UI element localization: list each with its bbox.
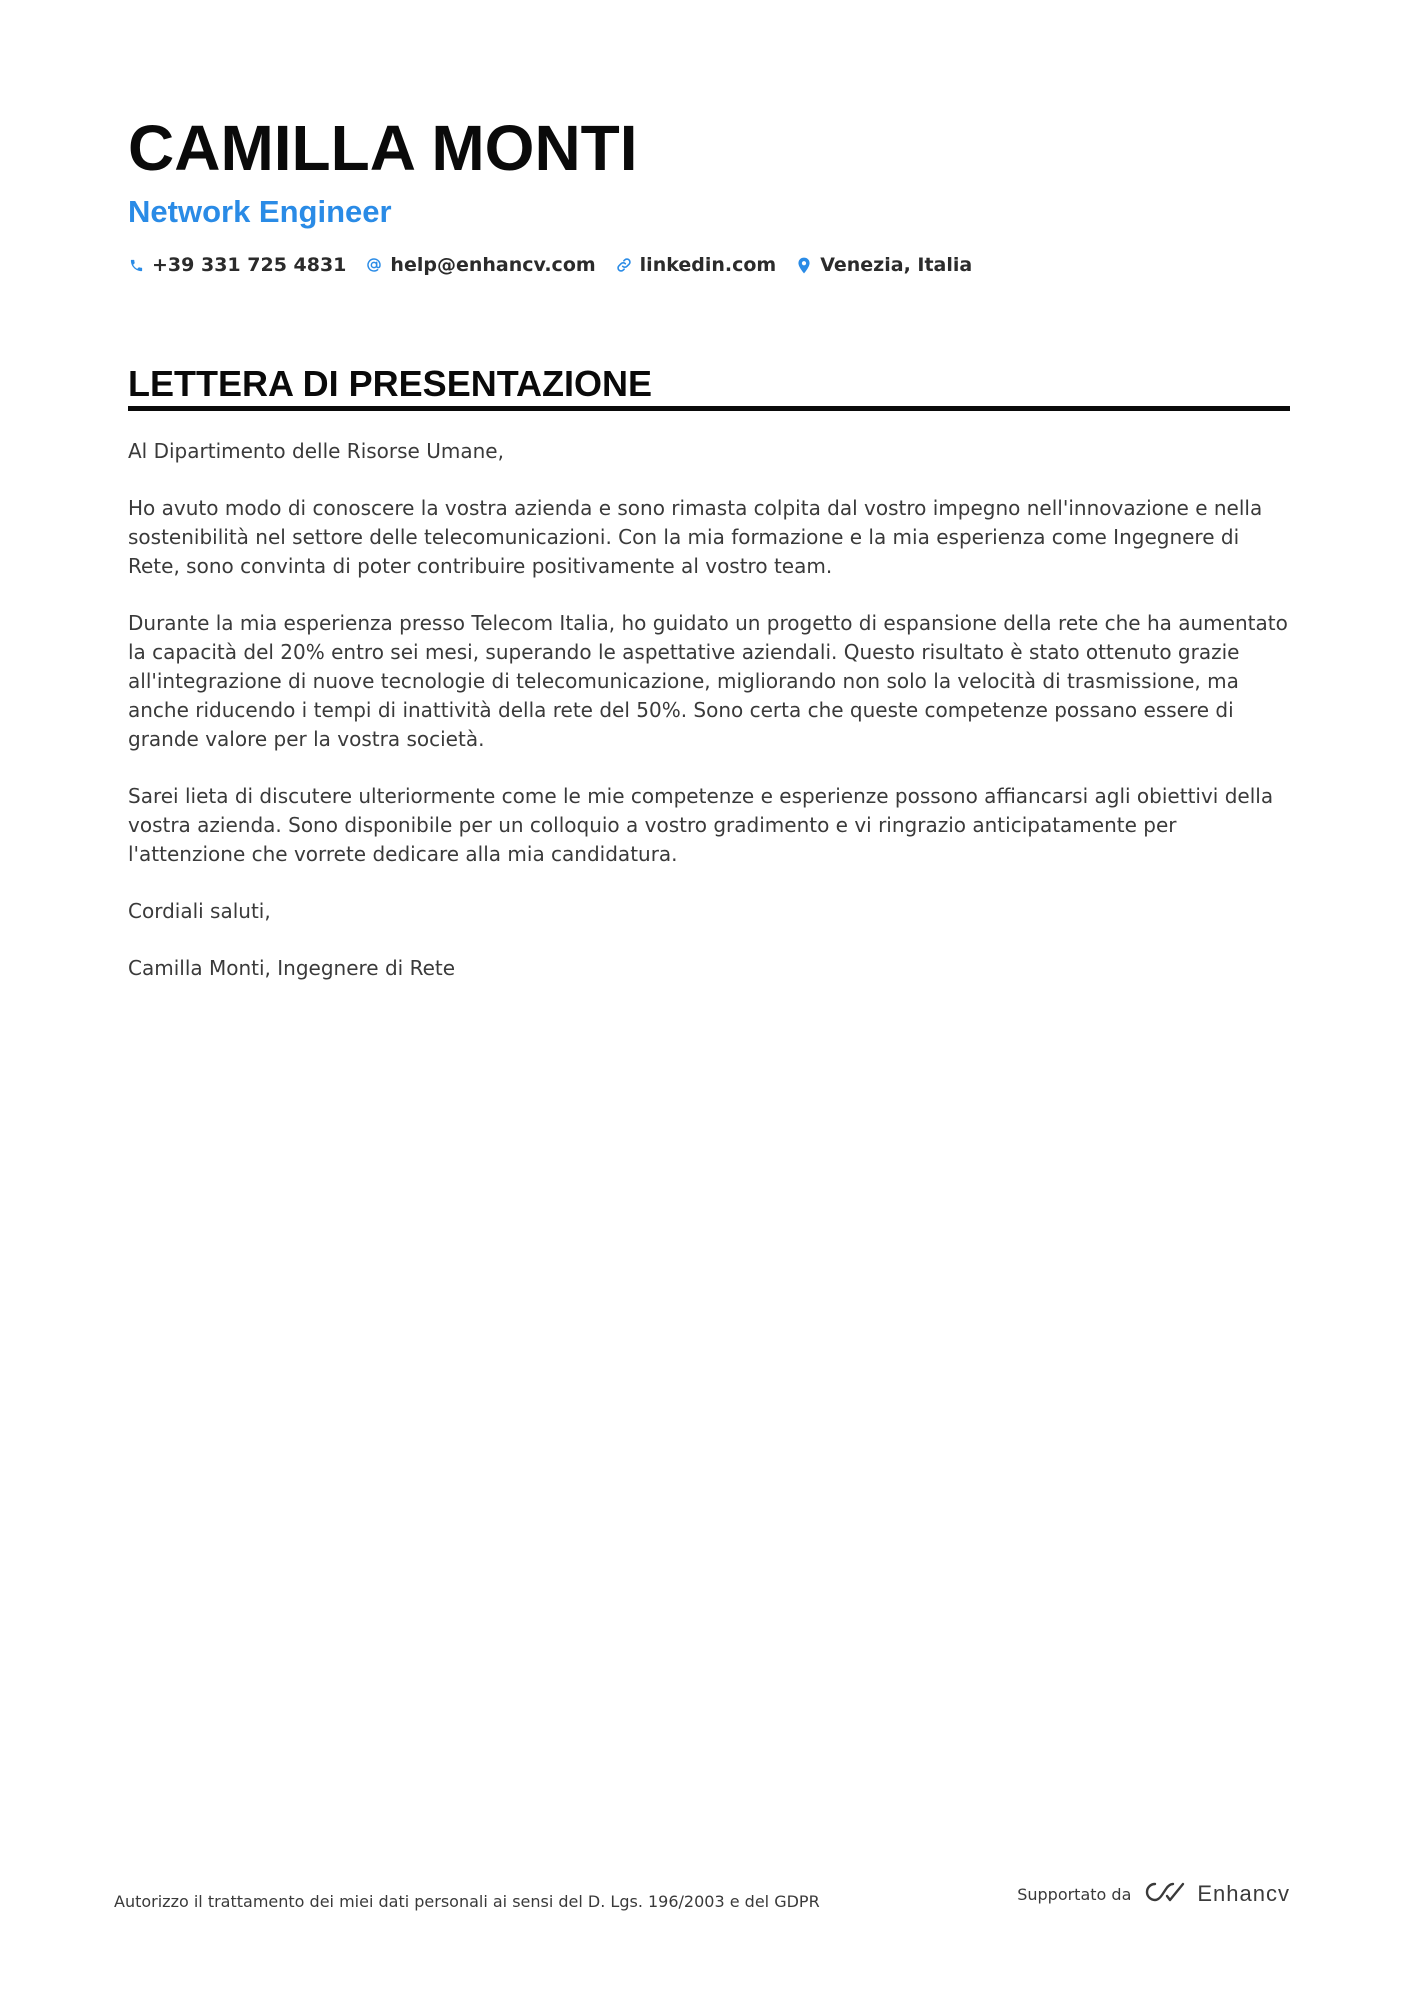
letter-paragraph: Sarei lieta di discutere ulteriormente come le mie competenze e esperienze possono affiancarsi agli obiettivi della vostra azienda. Sono disponibile per un colloquio a vostro gradimento e vi ringrazio anticipatamente per l'attenzione che vorrete dedicare alla mia candidatura. xyxy=(128,784,1274,866)
location-pin-icon xyxy=(796,256,812,274)
contact-bar xyxy=(128,254,1290,276)
at-icon xyxy=(366,256,382,274)
contact-email-text: help@enhancv.com xyxy=(390,254,596,276)
letter-paragraph: Durante la mia esperienza presso Telecom Italia, ho guidato un progetto di espansione della rete che ha aumentato la capacità del 20% entro sei mesi, superando le aspettative aziendali. Questo risultato è stato ottenuto grazie all'integrazione di nuove tecnologie di telecomunicazione, migliorando non solo la velocità di trasmissione, ma anche riducendo i tempi di inattività della rete del 50%. Sono certa che queste competenze possano essere di grande valore per la vostra società. xyxy=(128,611,1288,751)
letter-closing: Cordiali saluti, xyxy=(128,899,271,923)
contact-phone[interactable] xyxy=(128,254,346,276)
candidate-name: CAMILLA MONTI xyxy=(128,112,638,184)
cover-letter-page xyxy=(128,108,1290,1011)
brand[interactable] xyxy=(1143,1880,1290,1908)
letter-paragraph: Ho avuto modo di conoscere la vostra azienda e sono rimasta colpita dal vostro impegno nell'innovazione e nella sostenibilità nel settore delle telecomunicazioni. Con la mia formazione e la mia esperienza come Ingegnere di Rete, sono convinta di poter contribuire positivamente al vostro team. xyxy=(128,496,1263,578)
contact-linkedin[interactable] xyxy=(616,254,777,276)
contact-email[interactable] xyxy=(366,254,595,276)
powered-by-label: Supportato da xyxy=(1017,1884,1132,1904)
section-title: LETTERA DI PRESENTAZIONE xyxy=(128,364,1290,411)
candidate-role: Network Engineer xyxy=(128,194,392,229)
letter-signature: Camilla Monti, Ingegnere di Rete xyxy=(128,956,456,980)
brand-name: Enhancv xyxy=(1197,1881,1290,1906)
privacy-note: Autorizzo il trattamento dei miei dati personali ai sensi del D. Lgs. 196/2003 e del GDPR xyxy=(114,1892,820,1911)
contact-linkedin-text: linkedin.com xyxy=(639,254,777,276)
letter-greeting: Al Dipartimento delle Risorse Umane, xyxy=(128,439,504,463)
link-icon xyxy=(616,256,632,274)
powered-by[interactable] xyxy=(1017,1880,1290,1908)
contact-location-text: Venezia, Italia xyxy=(820,254,973,276)
contact-location xyxy=(796,254,972,276)
enhancv-logo-icon xyxy=(1143,1880,1189,1908)
letter-body xyxy=(128,437,1290,983)
contact-phone-text: +39 331 725 4831 xyxy=(152,254,347,276)
phone-icon xyxy=(128,256,144,274)
